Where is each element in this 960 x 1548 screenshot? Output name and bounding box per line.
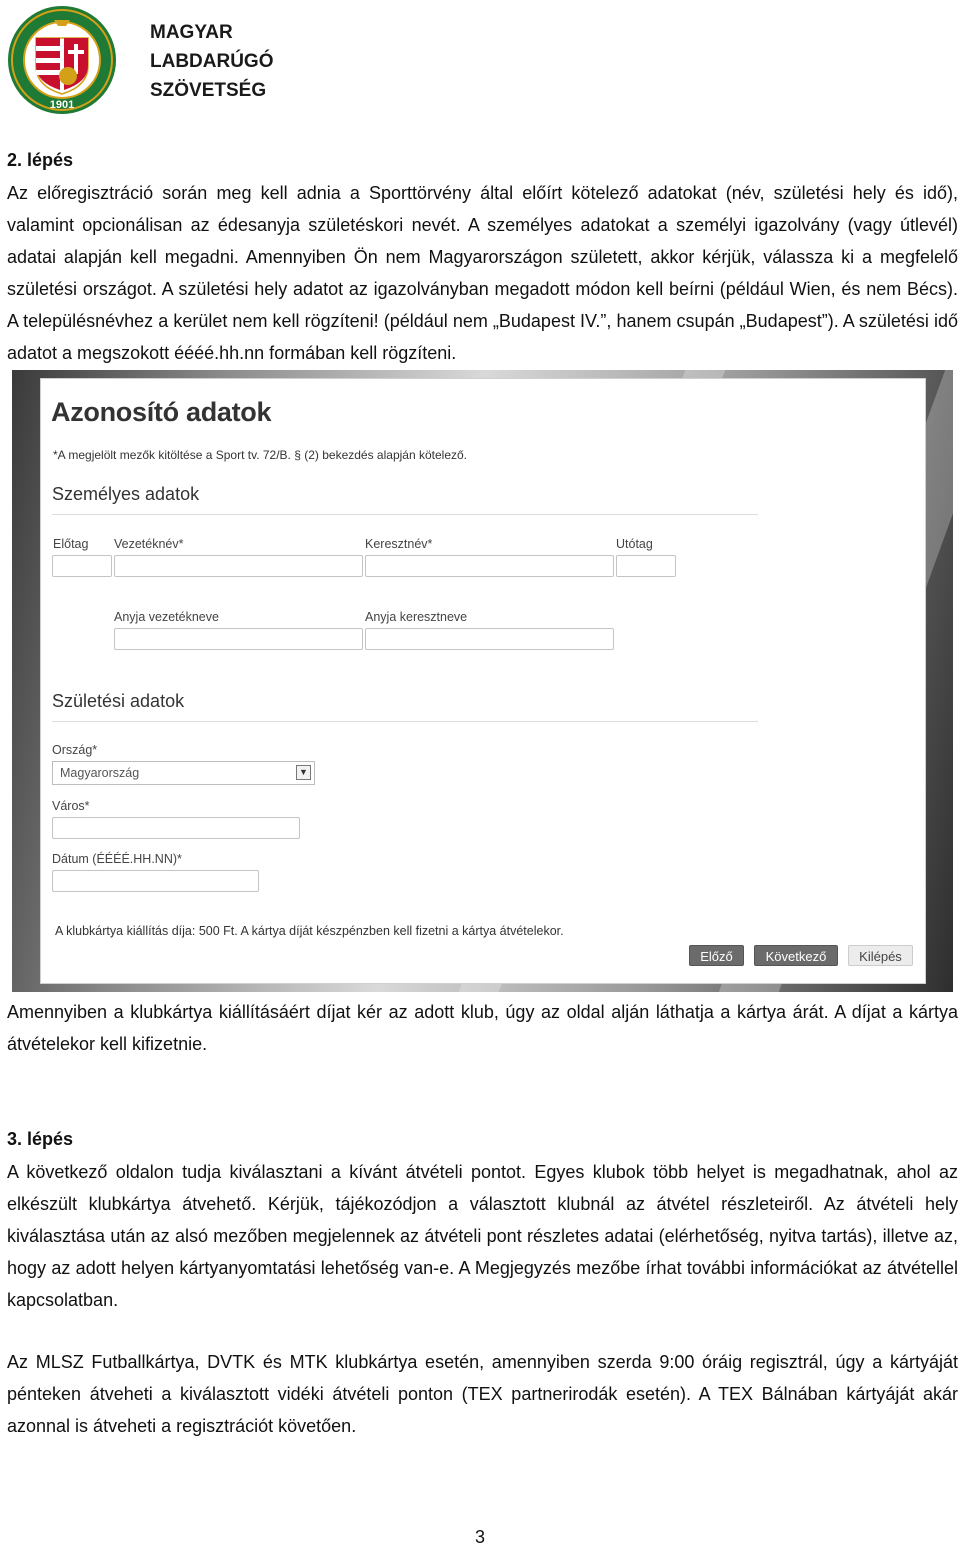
label-lastname: Vezetéknév* [114,537,184,551]
firstname-input[interactable] [365,555,614,577]
label-prefix: Előtag [53,537,89,551]
next-button[interactable]: Következő [754,945,838,966]
step-2-intro: Az előregisztráció során meg kell adnia a Sporttörvény által előírt kötelező adatokat (név, születési hely és idő), valamint opcionálisan az édesanyja születéskori nevét. A személyes adatokat a személyi igazolvány (vagy útlevél) adatai alapján kell megadni. Amennyiben Ön nem Magyarországon született, akkor kérjük, válassza ki a megfelelő születési országot. A születési hely adatot az igazolványban megadott módon kell beírni (például Wien, és nem Bécs). A településnévhez a kerület nem kell rögzíteni! (például nem „Budapest IV.”, hanem csupán „Budapest”). A születési idő adatot a megszokott éééé.hh.nn formában kell rögzíteni. [7,183,958,363]
step-2-fee-paragraph: Amennyiben a klubkártya kiállításáért díjat kér az adott klub, úgy az oldal alján láthatja a kártya árát. A díjat a kártya átvételekor kell kifizetnie. [7,1002,958,1054]
previous-button[interactable]: Előző [689,945,744,966]
page-number: 3 [474,1527,485,1547]
form-required-note: *A megjelölt mezők kitöltése a Sport tv. 72/B. § (2) bekezdés alapján kötelező. [53,448,467,462]
section-birth-data: Születési adatok [52,691,185,711]
step-3-title: 3. lépés [7,1129,74,1149]
section-divider [52,514,758,515]
prefix-input[interactable] [52,555,112,577]
identification-form [40,378,926,984]
mlsz-logo [6,4,118,116]
org-name-line-2: LABDARÚGÓ [150,51,274,72]
label-firstname: Keresztnév* [365,537,433,551]
section-divider [52,721,758,722]
form-title: Azonosító adatok [51,397,272,427]
label-suffix: Utótag [616,537,653,551]
step-2-title: 2. lépés [7,150,74,170]
step-3-paragraph-2: Az MLSZ Futballkártya, DVTK és MTK klubkártya esetén, amennyiben szerda 9:00 óráig regisztrál, úgy a kártyáját pénteken átveheti a kiválasztott vidéki átvételi ponton (TEX partnerirodák esetén). A TEX Bálnában kártyáját akár azonnal is átveheti a regisztrációt követően. [7,1352,958,1436]
section-personal-data: Személyes adatok [52,484,200,504]
chevron-down-icon[interactable]: ▼ [296,765,311,780]
form-screenshot [12,370,953,992]
organization-name [150,18,274,105]
label-mother-lastname: Anyja vezetékneve [114,610,219,624]
country-select[interactable] [52,761,315,785]
step-3-paragraph-1: A következő oldalon tudja kiválasztani a kívánt átvételi pontot. Egyes klubok több helyet is megadhatnak, ahol az elkészült klubkártya átvehető. Kérjük, tájékozódjon a választott klubnál az átvétel részleteiről. Az átvételi hely kiválasztása után az alsó mezőben megjelennek az átvételi pont részletes adatai (elérhetőség, nyitva tartás), illetve az, hogy az adott helyen kártyanyomtatási lehetőség van-e. A Megjegyzés mezőbe írhat további információkat az átvétellel kapcsolatban. [7,1162,958,1310]
mother-firstname-input[interactable] [365,628,614,650]
card-fee-note: A klubkártya kiállítás díja: 500 Ft. A kártya díját készpénzben kell fizetni a kártya átvételekor. [55,924,564,938]
label-city: Város* [52,799,90,813]
city-input[interactable] [52,817,300,839]
label-country: Ország* [52,743,98,757]
label-mother-firstname: Anyja keresztneve [365,610,468,624]
lastname-input[interactable] [114,555,363,577]
mother-lastname-input[interactable] [114,628,363,650]
exit-button[interactable]: Kilépés [848,945,913,966]
org-name-line-1: MAGYAR [150,22,233,43]
birth-date-input[interactable] [52,870,259,892]
country-selected-value: Magyarország [60,766,140,780]
org-name-line-3: SZÖVETSÉG [150,80,267,101]
suffix-input[interactable] [616,555,676,577]
logo-year: 1901 [49,99,75,111]
label-birth-date: Dátum (ÉÉÉÉ.HH.NN)* [52,852,182,866]
